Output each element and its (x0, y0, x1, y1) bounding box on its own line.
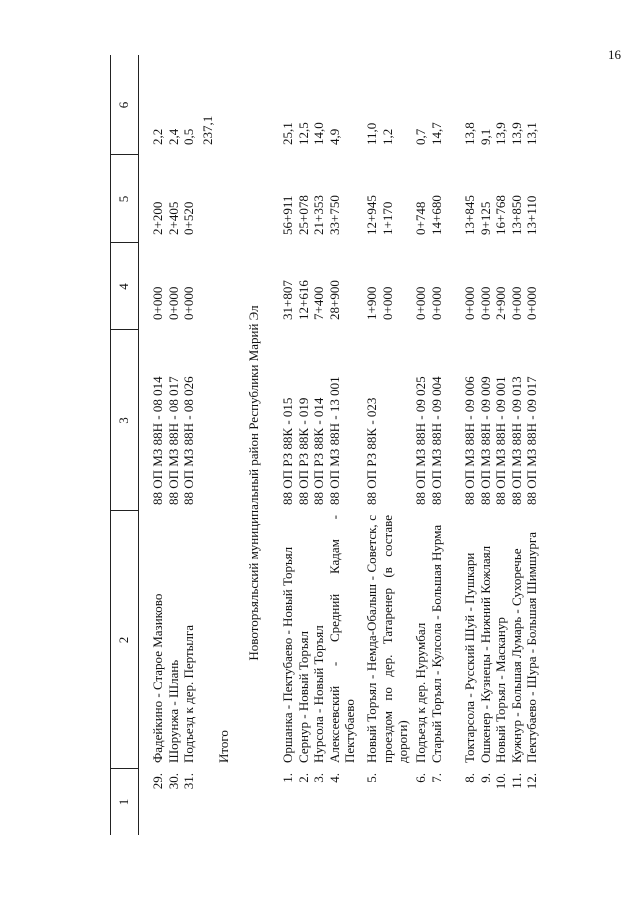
length-value: 11,0 (364, 122, 379, 145)
header-col-3: 3 (116, 417, 131, 424)
length-value: 13,9 (508, 122, 524, 145)
road-name: Сернур - Новый Торъял (295, 630, 311, 763)
end-km: 16+768 (493, 195, 508, 235)
start-km: 0+000 (413, 286, 428, 320)
road-code: 88 ОП РЗ 88К - 015 (280, 397, 295, 505)
row-number: 29. (150, 773, 165, 790)
length-value: 2,4 (165, 128, 181, 145)
road-code: 88 ОП МЗ 88Н - 09 017 (524, 376, 539, 505)
end-km: 14+680 (428, 195, 444, 235)
start-km: 2+900 (493, 286, 508, 320)
end-km: 56+911 (280, 195, 295, 235)
row-number: 30. (165, 773, 181, 790)
start-km: 28+900 (326, 280, 342, 320)
length-value: 2,2 (150, 128, 165, 145)
start-km: 1+900 (364, 286, 379, 320)
start-km: 0+000 (477, 286, 493, 320)
length-value: 1,2 (379, 128, 395, 145)
header-col-2: 2 (116, 636, 131, 644)
road-name: Токтарсола - Русский Шуй - Пушкари (462, 552, 477, 763)
header-col-1: 1 (116, 798, 131, 806)
road-code: 88 ОП РЗ 88К - 014 (311, 397, 326, 505)
end-km: 0+748 (413, 201, 428, 235)
road-name: Пектубаево - Шура - Большая Шимшурга (524, 531, 539, 763)
road-code: 88 ОП МЗ 88Н - 13 001 (326, 376, 342, 505)
row-number: 10. (493, 773, 508, 790)
row-number: 9. (477, 773, 493, 783)
end-km: 2+200 (150, 201, 165, 235)
road-name: Оршанка - Пектубаево - Новый Торъял (280, 546, 295, 763)
road-code: 88 ОП МЗ 88Н - 09 001 (493, 376, 508, 505)
end-km: 2+405 (165, 201, 181, 235)
road-name: Подъезд к дер. Пертылга (181, 625, 196, 763)
end-km: 12+945 (364, 195, 379, 235)
row-number: 7. (428, 773, 444, 783)
road-code: 88 ОП МЗ 88Н - 09 004 (428, 376, 444, 505)
road-name: Новый Торъял - Масканур (493, 617, 508, 763)
start-km: 31+807 (280, 280, 295, 320)
end-km: 13+850 (508, 195, 524, 235)
road-code: 88 ОП МЗ 88Н - 09 009 (477, 376, 493, 505)
start-km: 12+616 (295, 280, 311, 320)
length-value: 14,7 (428, 122, 444, 145)
section-heading: Новоторъяльский муниципальный район Республики Марий Эл (246, 305, 261, 661)
total-label: Итого (216, 730, 231, 763)
road-name: Фадейкино - Старое Мазиково (150, 593, 165, 763)
road-code: 88 ОП МЗ 88Н - 08 026 (181, 376, 196, 505)
road-table (110, 55, 630, 835)
page-number: 16 (608, 47, 621, 62)
road-code: 88 ОП МЗ 88Н - 09 013 (508, 376, 524, 505)
row-number: 3. (311, 773, 326, 783)
header-col-5: 5 (116, 195, 131, 203)
road-code: 88 ОП МЗ 88Н - 09 025 (413, 376, 428, 505)
table-header-border (138, 55, 139, 835)
row-number: 6. (413, 773, 428, 783)
start-km: 0+000 (165, 286, 181, 320)
road-name: Кужнур - Большая Лумарь - Сухоречье (508, 548, 524, 763)
row-number: 8. (462, 773, 477, 783)
length-value: 14,0 (311, 122, 326, 145)
row-number: 11. (508, 773, 524, 789)
length-value: 4,9 (326, 128, 342, 145)
start-km: 0+000 (462, 286, 477, 320)
row-number: 1. (280, 773, 295, 783)
length-value: 25,1 (280, 122, 295, 145)
road-name: Алексеевский - Средний Кадам - Пектубаево (326, 515, 357, 763)
row-number: 12. (524, 773, 539, 790)
start-km: 0+000 (524, 286, 539, 320)
length-value: 13,9 (493, 122, 508, 145)
road-code: 88 ОП РЗ 88К - 023 (364, 397, 379, 505)
road-name: Ошкенер - Кузнецы - Нижний Кожлаял (477, 545, 493, 763)
end-km: 33+750 (326, 195, 342, 235)
road-name: Нурсола - Новый Торъял (311, 625, 326, 763)
row-number: 5. (364, 773, 379, 783)
end-km: 0+520 (181, 201, 196, 235)
end-km: 25+078 (295, 195, 311, 235)
road-code: 88 ОП РЗ 88К - 019 (295, 397, 311, 505)
start-km: 0+000 (150, 286, 165, 320)
length-value: 0,5 (181, 128, 196, 145)
row-number: 31. (181, 773, 196, 790)
end-km: 1+170 (379, 201, 395, 235)
length-value: 12,5 (295, 122, 311, 145)
end-km: 9+125 (477, 201, 493, 235)
start-km: 7+400 (311, 286, 326, 320)
road-code: 88 ОП МЗ 88Н - 08 017 (165, 376, 181, 505)
start-km: 0+000 (428, 286, 444, 320)
header-col-6: 6 (116, 101, 131, 109)
road-code: 88 ОП МЗ 88Н - 09 006 (462, 376, 477, 505)
length-value: 9,1 (477, 128, 493, 145)
start-km: 0+000 (379, 286, 395, 320)
end-km: 21+353 (311, 195, 326, 235)
end-km: 13+110 (524, 195, 539, 235)
start-km: 0+000 (181, 286, 196, 320)
row-number: 4. (326, 773, 342, 783)
end-km: 13+845 (462, 195, 477, 235)
road-code: 88 ОП МЗ 88Н - 08 014 (150, 376, 165, 505)
length-value: 0,7 (413, 128, 428, 145)
length-value: 13,1 (524, 122, 539, 145)
road-name: Шорунжа - Шлань (165, 659, 181, 763)
row-number: 2. (295, 773, 311, 783)
header-col-4: 4 (116, 283, 131, 290)
total-value: 237,1 (200, 115, 215, 145)
road-name: Старый Торъял - Кулсола - Большая Нурма (428, 524, 444, 763)
start-km: 0+000 (508, 286, 524, 320)
road-name: Новый Торъял - Немда-Обалыш - Советск, с проездом по дер. Татаренер (в составе дороги) (364, 515, 410, 763)
length-value: 13,8 (462, 122, 477, 145)
road-name: Подъезд к дер. Нурумбал (413, 622, 428, 763)
